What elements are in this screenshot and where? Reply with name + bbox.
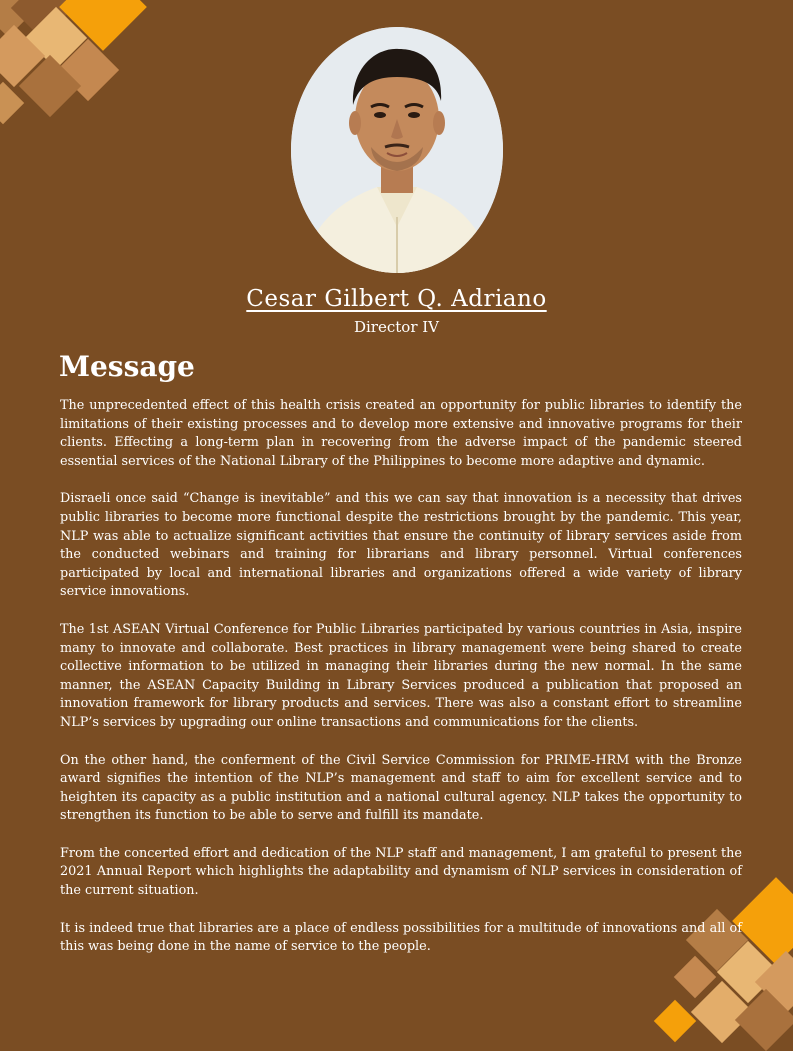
person-position: Director IV bbox=[353, 318, 440, 336]
person-name: Cesar Gilbert Q. Adriano bbox=[246, 286, 547, 312]
message-paragraph: The 1st ASEAN Virtual Conference for Public Libraries participated by various countries in Asia, inspire many to innovate and collaborate. Best practices in library management were being shared to create collective information to be utilized in managing their libraries during the new normal. In the same manner, the ASEAN Capacity Building in Library Services produced a publication that proposed an innovation framework for library products and services. There was also a constant effort to streamline NLP’s services by upgrading our online transactions and communications for the clients. bbox=[60, 621, 742, 730]
message-paragraph: On the other hand, the conferment of the Civil Service Commission for PRIME-HRM with the Bronze award signifies the intention of the NLP’s management and staff to aim for excellent service and to heighten its capacity as a public institution and a national cultural agency. NLP takes the opportunity to strengthen its function to be able to serve and fulfill its mandate. bbox=[60, 752, 742, 824]
person-portrait-image bbox=[291, 27, 503, 273]
message-paragraph: Disraeli once said “Change is inevitable” and this we can say that innovation is a necessity that drives public libraries to become more functional despite the restrictions brought by the pandemic. This year, NLP was able to actualize significant activities that ensure the continuity of library services aside from the conducted webinars and training for librarians and library personnel. Virtual conferences participated by local and international libraries and organizations offered a wide variety of library service innovations. bbox=[60, 491, 742, 600]
message-body bbox=[60, 397, 742, 976]
message-paragraph: From the concerted effort and dedication of the NLP staff and management, I am grateful to present the 2021 Annual Report which highlights the adaptability and dynamism of NLP services in consideration of the current situation. bbox=[60, 845, 742, 899]
portrait-photo bbox=[291, 27, 503, 273]
message-paragraph: It is indeed true that libraries are a place of endless possibilities for a multitude of innovations and all of this was being done in the name of service to the people. bbox=[60, 920, 742, 955]
message-paragraph: The unprecedented effect of this health crisis created an opportunity for public libraries to identify the limitations of their existing processes and to develop more extensive and innovative programs for their clients. Effecting a long-term plan in recovering from the adverse impact of the pandemic steered essential services of the National Library of the Philippines to become more adaptive and dynamic. bbox=[60, 398, 742, 469]
decor-tile bbox=[654, 1000, 696, 1042]
message-heading: Message bbox=[59, 350, 195, 383]
